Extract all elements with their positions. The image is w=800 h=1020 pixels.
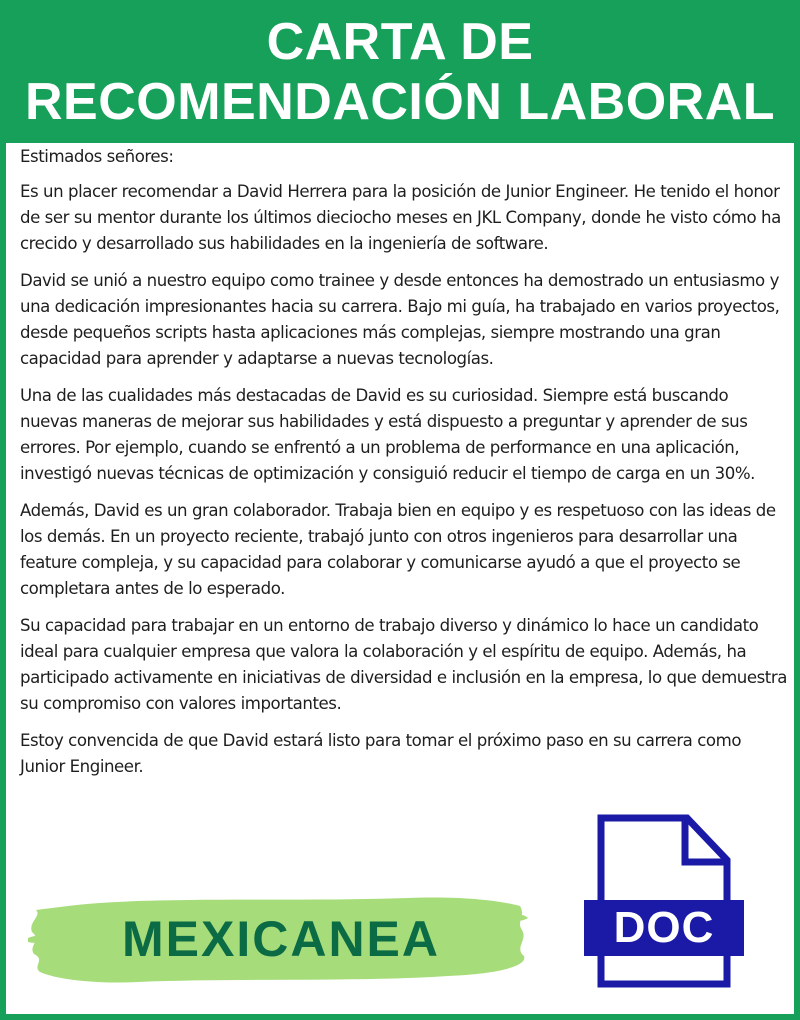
logo-text: MEXICANEA [121, 911, 441, 967]
page-title-line-2: RECOMENDACIÓN LABORAL [24, 72, 776, 131]
title-banner [0, 0, 800, 143]
letter-greeting: Estimados señores: [20, 147, 174, 166]
letter-paragraph-4: Además, David es un gran colaborador. Trabaja bien en equipo y es respetuoso con las ideas de los demás. En un proyecto reciente, trabajó junto con otros ingenieros para desarrollar una feature compleja, y su capacidad para colaborar y comunicarse ayudó a que el proyecto se completara antes de lo esperado. [20, 501, 776, 598]
page-title-line-1: CARTA DE [266, 12, 534, 71]
letter-paragraph-5: Su capacidad para trabajar en un entorno de trabajo diverso y dinámico lo hace un candidato ideal para cualquier empresa que valora la colaboración y el espíritu de equipo. Además, ha participado activamente en iniciativas de diversidad e inclusión en la empresa, lo que demuestra su compromiso con valores importantes. [20, 616, 787, 713]
letter-body [20, 144, 790, 791]
letter-paragraph-6: Estoy convencida de que David estará listo para tomar el próximo paso en su carrera como Junior Engineer. [20, 731, 742, 776]
mexicanea-logo [28, 892, 528, 986]
letter-paragraph-3: Una de las cualidades más destacadas de David es su curiosidad. Siempre está buscando nuevas maneras de mejorar sus habilidades y está dispuesto a preguntar y aprender de sus errores. Por ejemplo, cuando se enfrentó a un problema de performance en una aplicación, investigó nuevas técnicas de optimización y consiguió reducir el tiempo de carga en un 30%. [20, 386, 756, 483]
letter-paragraph-1: Es un placer recomendar a David Herrera para la posición de Junior Engineer. He tenido el honor de ser su mentor durante los últimos dieciocho meses en JKL Company, donde he visto cómo ha crecido y desarrollado sus habilidades en la ingeniería de software. [20, 182, 781, 253]
letter-paragraph-2: David se unió a nuestro equipo como trainee y desde entonces ha demostrado un entusiasmo y una dedicación impresionantes hacia su carrera. Bajo mi guía, ha trabajado en varios proyectos, desde pequeños scripts hasta aplicaciones más complejas, siempre mostrando una gran capacidad para aprender y adaptarse a nuevas tecnologías. [20, 271, 780, 368]
doc-badge-label: DOC [613, 903, 715, 952]
